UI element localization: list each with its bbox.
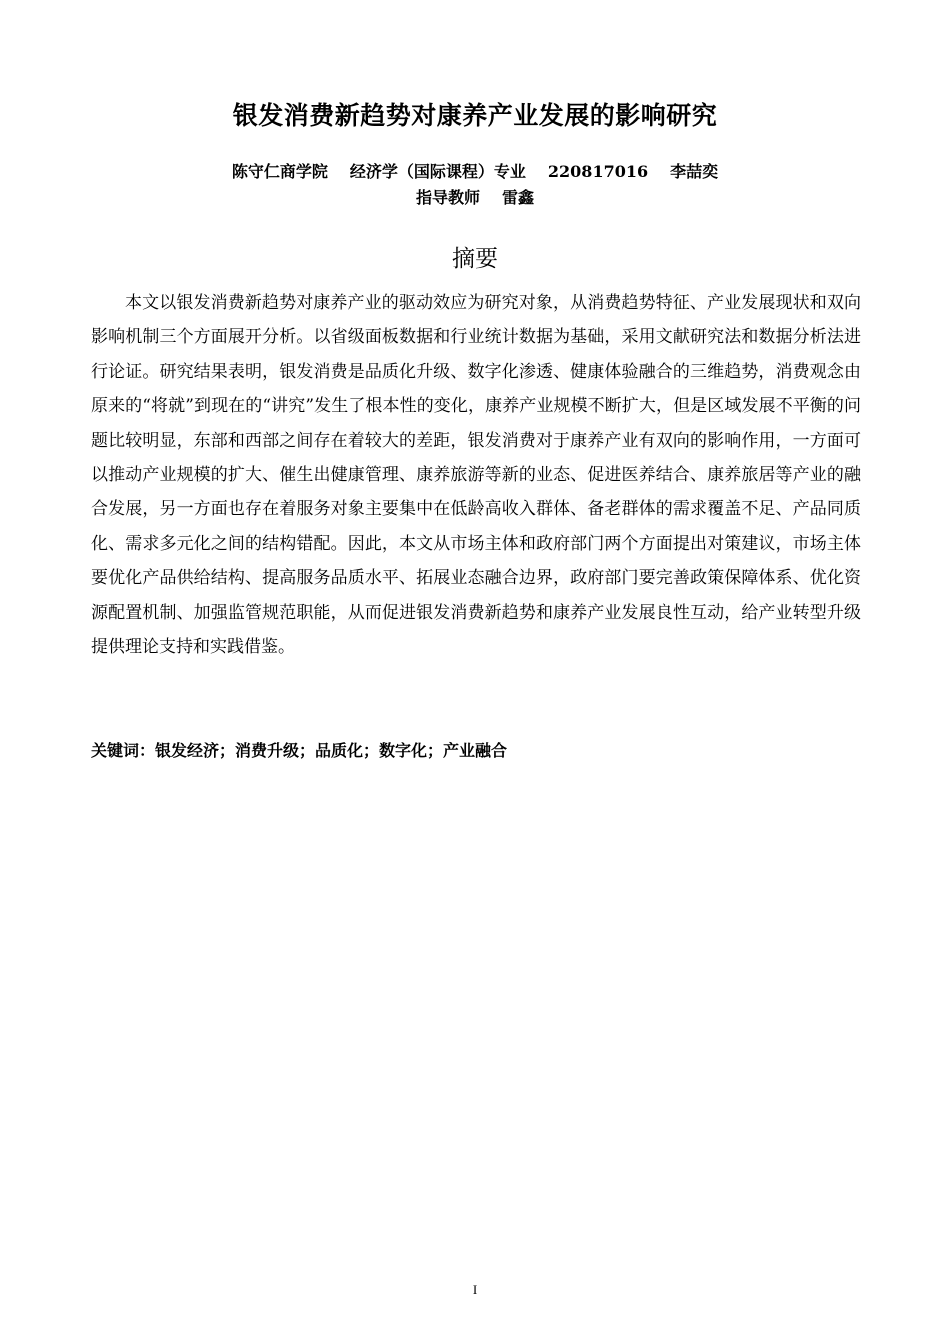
abstract-heading: 摘要 — [452, 246, 498, 272]
author-school: 陈守仁商学院 — [231, 162, 328, 181]
advisor-label: 指导教师 — [415, 188, 480, 207]
paper-title: 银发消费新趋势对康养产业发展的影响研究 — [232, 101, 718, 130]
keywords-line: 关键词：银发经济；消费升级；品质化；数字化；产业融合 — [91, 741, 508, 760]
advisor-info-line — [0, 186, 950, 210]
page-number: I — [472, 1282, 478, 1297]
author-info-line — [0, 160, 950, 184]
advisor-name: 雷鑫 — [502, 188, 535, 207]
abstract-body: 本文以银发消费新趋势对康养产业的驱动效应为研究对象，从消费趋势特征、产业发展现状和双向影响机制三个方面展开分析。以省级面板数据和行业统计数据为基础，采用文献研究法和数据分析法进行论证。研究结果表明，银发消费是品质化升级、数字化渗透、健康体验融合的三维趋势，消费观念由原来的“将就”到现在的“讲究”发生了根本性的变化，康养产业规模不断扩大，但是区域发展不平衡的问题比较明显，东部和西部之间存在着较大的差距，银发消费对于康养产业有双向的影响作用，一方面可以推动产业规模的扩大、催生出健康管理、康养旅游等新的业态、促进医养结合、康养旅居等产业的融合发展，另一方面也存在着服务对象主要集中在低龄高收入群体、备老群体的需求覆盖不足、产品同质化、需求多元化之间的结构错配。因此，本文从市场主体和政府部门两个方面提出对策建议，市场主体要优化产品供给结构、提高服务品质水平、拓展业态融合边界，政府部门要完善政策保障体系、优化资源配置机制、加强监管规范职能，从而促进银发消费新趋势和康养产业发展良性互动，给产业转型升级提供理论支持和实践借鉴。 — [91, 293, 861, 658]
author-major: 经济学（国际课程）专业 — [349, 162, 526, 181]
author-student-id: 220817016 — [547, 162, 649, 181]
author-name: 李喆奕 — [670, 162, 719, 181]
